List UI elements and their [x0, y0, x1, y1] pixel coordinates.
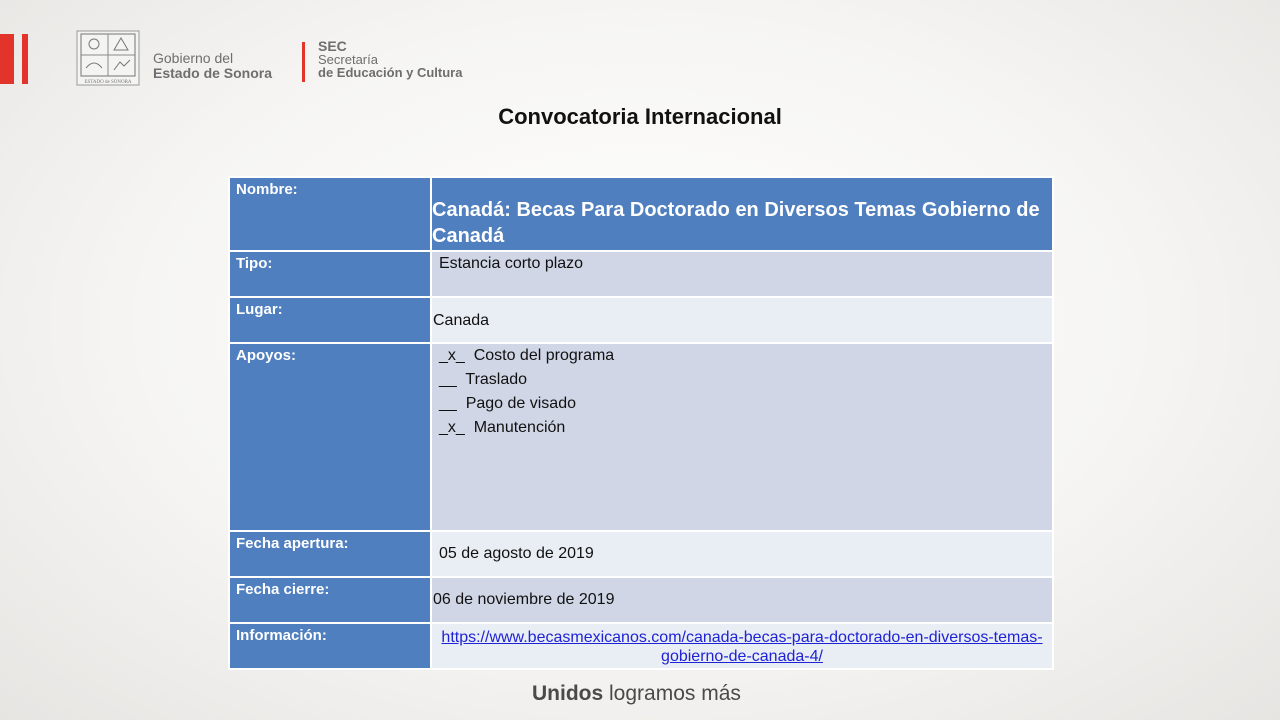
sec-line2: de Educación y Cultura [318, 65, 463, 80]
row-nombre [229, 177, 1053, 251]
sec-line1: Secretaría [318, 52, 378, 67]
state-seal-logo [76, 30, 140, 86]
apoyo-item: __ Traslado [439, 371, 528, 388]
apoyo-item: _x_ Manutención [439, 419, 566, 436]
row-cierre [229, 577, 1053, 623]
value-apoyos [431, 343, 1053, 531]
accent-bar-left [0, 34, 14, 84]
nombre-text: Canadá: Becas Para Doctorado en Diversos Temas Gobierno de Canadá [432, 199, 1040, 247]
seal-caption: ESTADO de SONORA [84, 80, 132, 85]
slogan-bold: Unidos [532, 682, 604, 705]
row-apertura [229, 531, 1053, 577]
value-apertura [431, 531, 1053, 577]
cierre-text: 06 de noviembre de 2019 [433, 591, 615, 608]
label-lugar: Lugar: [229, 297, 431, 343]
convocatoria-table [228, 176, 1054, 670]
header-separator [302, 42, 305, 82]
label-nombre: Nombre: [229, 177, 431, 251]
value-lugar [431, 297, 1053, 343]
apertura-text: 05 de agosto de 2019 [439, 545, 594, 562]
footer-slogan [532, 682, 741, 706]
tipo-text: Estancia corto plazo [439, 255, 584, 272]
label-apertura: Fecha apertura: [229, 531, 431, 577]
apoyo-item: __ Pago de visado [439, 395, 576, 412]
slogan-rest: logramos más [603, 682, 741, 705]
page-title: Convocatoria Internacional [498, 104, 782, 129]
row-apoyos [229, 343, 1053, 531]
gov-line1: Gobierno del [153, 50, 234, 66]
row-tipo [229, 251, 1053, 297]
row-informacion [229, 623, 1053, 669]
value-tipo [431, 251, 1053, 297]
label-tipo: Tipo: [229, 251, 431, 297]
value-informacion [431, 623, 1053, 669]
label-informacion: Información: [229, 623, 431, 669]
accent-bar-right [22, 34, 28, 84]
label-apoyos: Apoyos: [229, 343, 431, 531]
value-nombre [431, 177, 1053, 251]
lugar-text: Canada [433, 312, 490, 329]
sec-abbr: SEC [318, 38, 347, 54]
government-name [153, 51, 272, 81]
label-cierre: Fecha cierre: [229, 577, 431, 623]
apoyos-list [432, 344, 1052, 440]
apoyo-item: _x_ Costo del programa [439, 347, 615, 364]
info-link[interactable]: https://www.becasmexicanos.com/canada-becas-para-doctorado-en-diversos-temas-gobierno-de-canada-4/ [441, 629, 1043, 665]
row-lugar [229, 297, 1053, 343]
value-cierre [431, 577, 1053, 623]
gov-line2: Estado de Sonora [153, 65, 273, 81]
sec-name [318, 40, 462, 79]
